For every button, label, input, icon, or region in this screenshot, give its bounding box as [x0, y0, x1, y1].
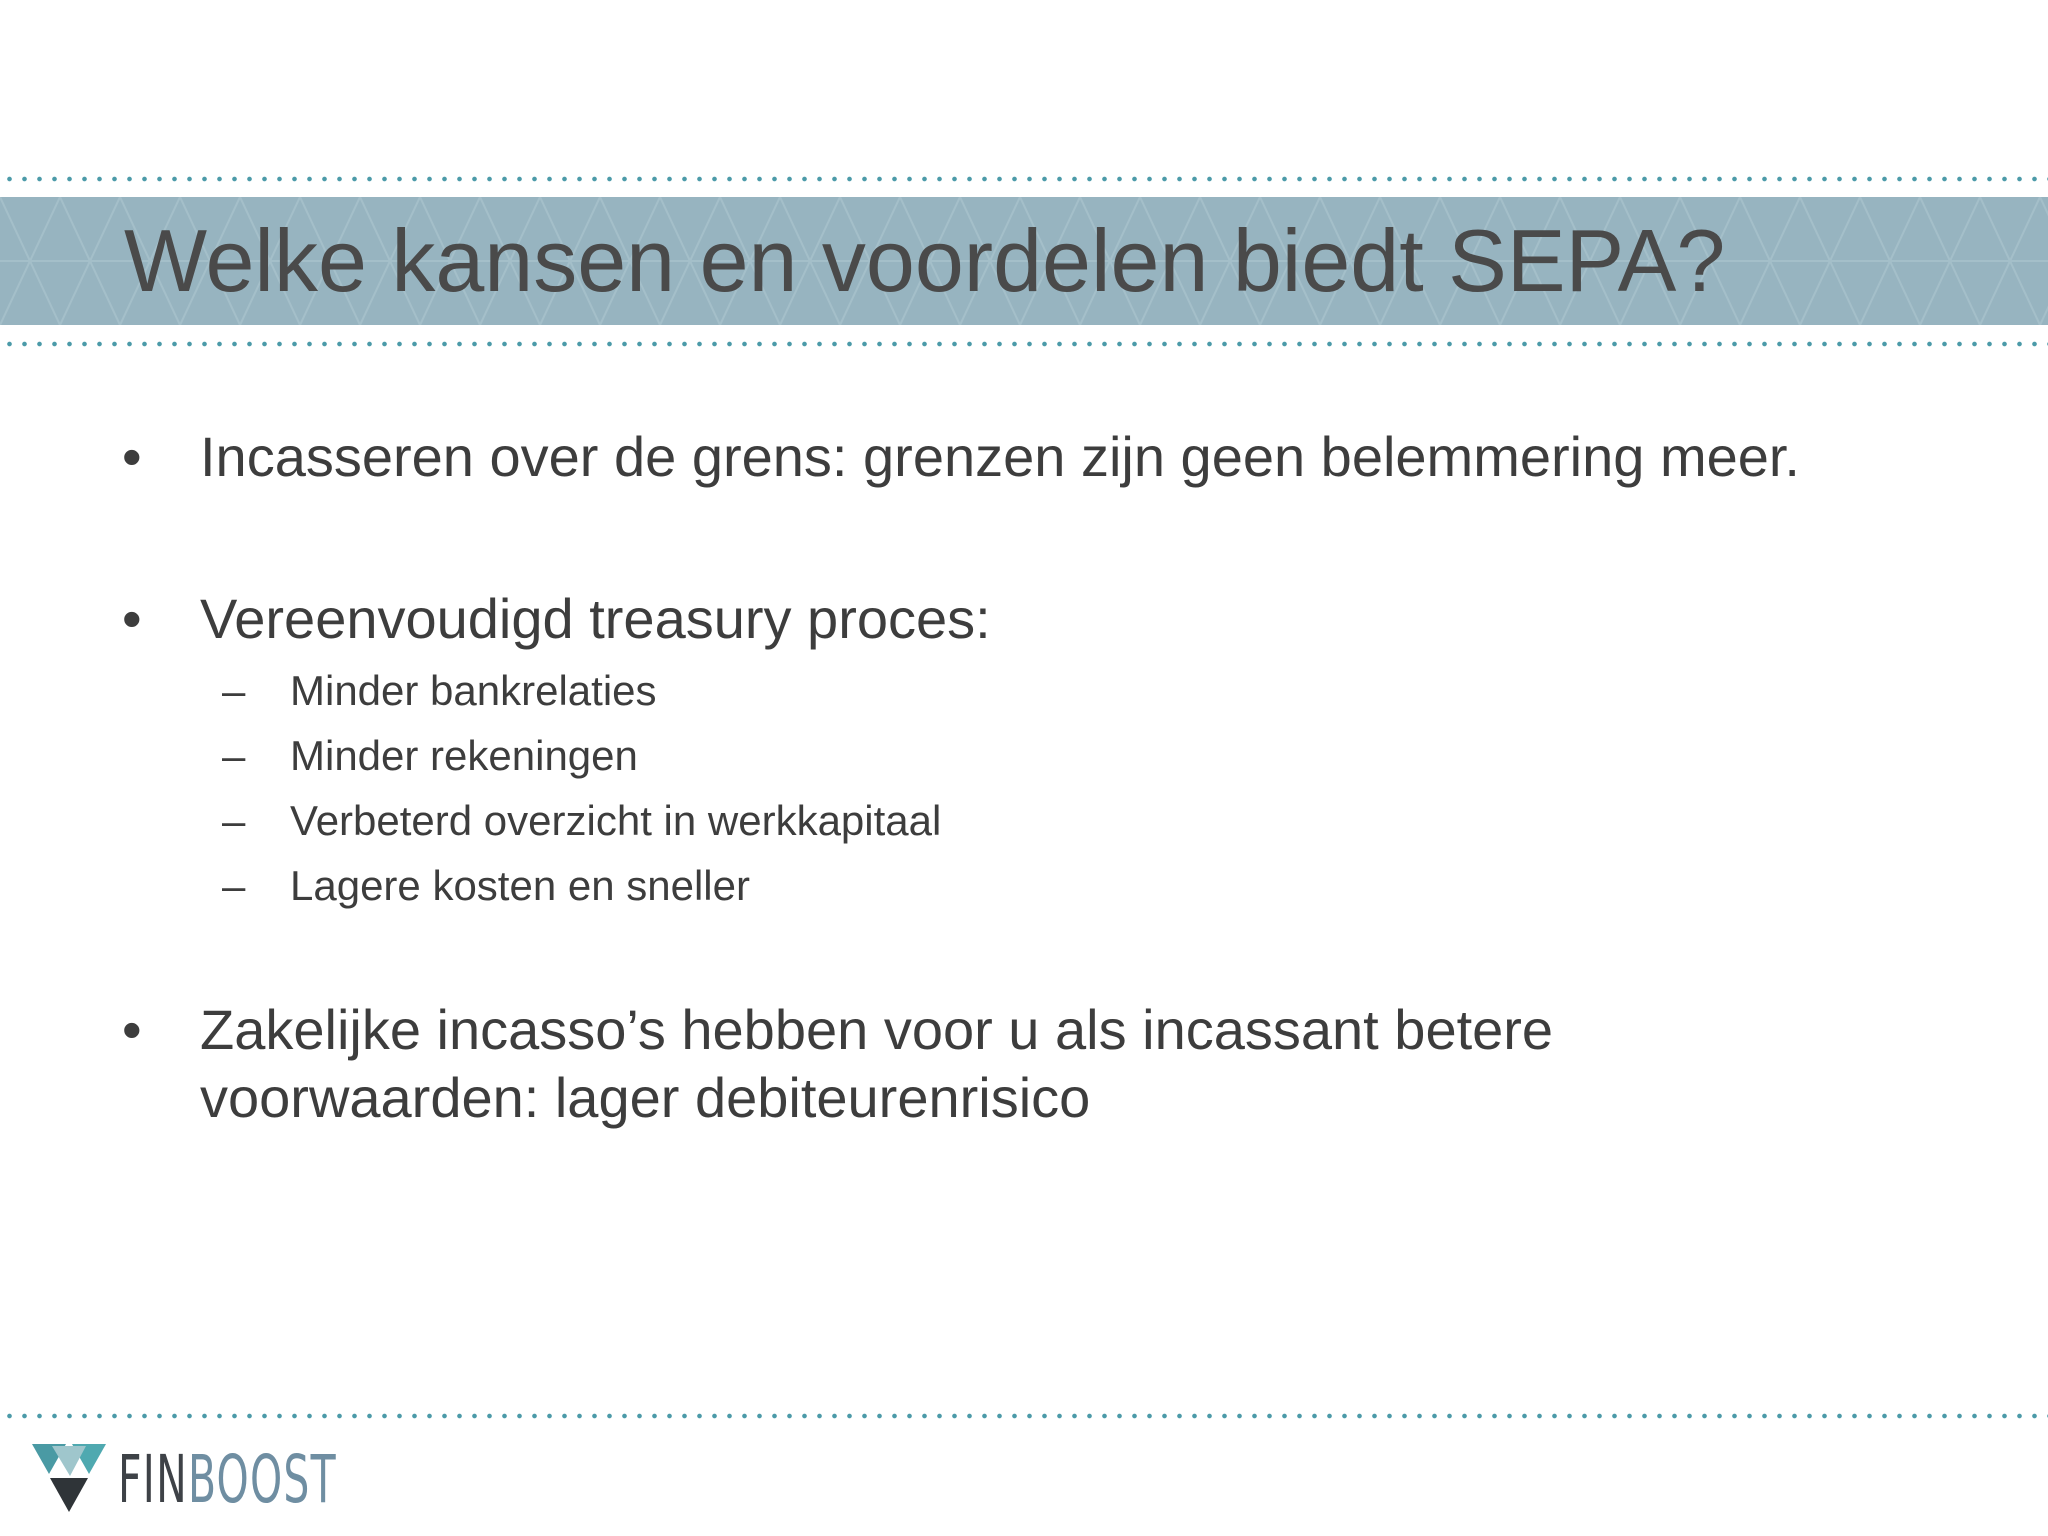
title-band [0, 197, 2048, 325]
sub-mark: – [222, 732, 246, 779]
logo-wordmark [118, 1442, 337, 1518]
bullet-mark: • [122, 425, 142, 488]
bullet-mark: • [122, 998, 142, 1061]
finboost-triangle-logo-icon [30, 1440, 110, 1520]
bullet-text: voorwaarden: lager debiteurenrisico [200, 1066, 1091, 1129]
finboost-logo [30, 1440, 350, 1520]
sub-text: Verbeterd overzicht in werkkapitaal [290, 797, 942, 844]
slide-title: Welke kansen en voordelen biedt SEPA? [124, 211, 1726, 310]
bullet-mark: • [122, 587, 142, 650]
footer-dotted-divider [0, 1413, 2048, 1419]
bullet-text: Zakelijke incasso’s hebben voor u als incassant betere [200, 998, 1554, 1061]
sub-text: Lagere kosten en sneller [290, 862, 750, 909]
sub-text: Minder rekeningen [290, 732, 638, 779]
logo-word-part2: BOOST [187, 1441, 337, 1518]
top-dotted-divider [0, 176, 2048, 182]
title-bottom-dotted-divider [0, 341, 2048, 347]
sub-mark: – [222, 797, 246, 844]
bullet-text: Vereenvoudigd treasury proces: [200, 587, 991, 650]
logo-word-part1: FIN [118, 1441, 188, 1518]
sub-mark: – [222, 862, 246, 909]
sub-text: Minder bankrelaties [290, 667, 657, 714]
bullet-text: Incasseren over de grens: grenzen zijn geen belemmering meer. [200, 425, 1800, 488]
sub-mark: – [222, 667, 246, 714]
